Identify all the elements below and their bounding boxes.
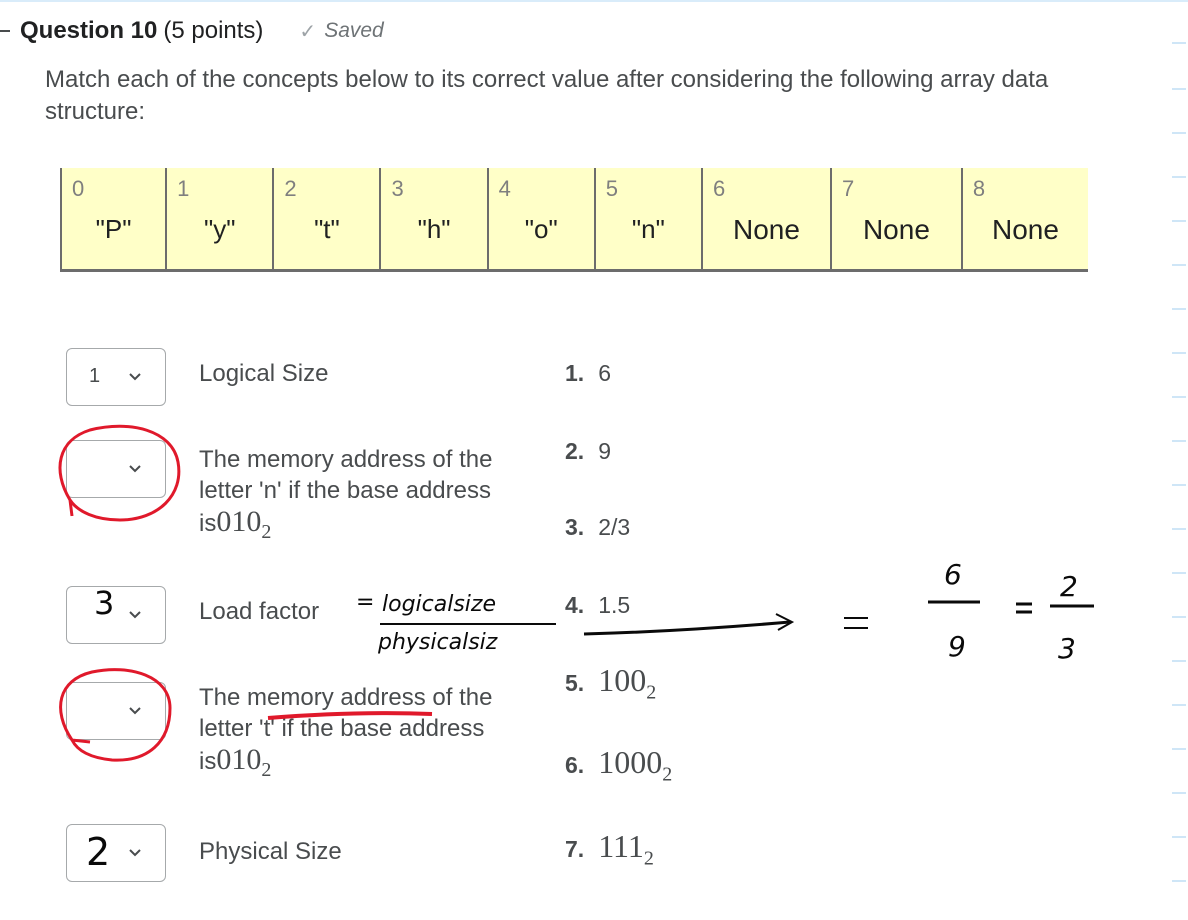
array-index: 5: [605, 176, 619, 201]
answer-value: 6: [598, 360, 611, 386]
answer-num: 1.: [565, 360, 585, 386]
answer-value: $1000_2$: [598, 744, 673, 786]
array-index: 8: [972, 176, 986, 201]
concept-logical-size: Logical Size: [199, 360, 329, 387]
answer-option: [565, 828, 654, 870]
array-value: None: [862, 214, 930, 245]
chevron-down-icon: [127, 461, 143, 477]
concept-load-factor: Load factor: [199, 598, 320, 625]
question-header: [0, 16, 384, 46]
array-cell: [488, 168, 595, 271]
array-index: 4: [498, 176, 511, 201]
array-cell: [380, 168, 487, 271]
concept-text: The memory address of the letter 't' if the base address is: [199, 684, 493, 775]
handwritten-select-3: 3: [94, 584, 115, 622]
array-index: 0: [72, 176, 85, 201]
handwritten-arrow-head: [776, 614, 792, 630]
handwritten-equals-2: [844, 618, 868, 628]
array-table: [60, 168, 1088, 272]
match-select-5[interactable]: [66, 824, 166, 882]
answer-num: 2.: [565, 438, 585, 464]
array-index: 1: [177, 176, 190, 201]
handwritten-equals: =: [356, 590, 375, 615]
answer-option: [565, 592, 630, 619]
answer-num: 4.: [565, 592, 585, 618]
answer-option: [565, 744, 672, 786]
answer-value: 9: [598, 438, 611, 464]
answer-num: 6.: [565, 752, 585, 778]
answer-option: [565, 360, 611, 387]
right-scroll-ruler: [1160, 0, 1188, 920]
select-value: 1: [89, 365, 101, 387]
handwritten-equals-3: [1016, 604, 1032, 612]
array-index: 2: [284, 176, 297, 201]
array-cell: [962, 168, 1088, 271]
answer-num: 7.: [565, 836, 585, 862]
answer-value: 1.5: [598, 592, 631, 618]
answer-value: 2/3: [598, 514, 631, 540]
check-icon: ✓: [299, 20, 317, 43]
handwritten-physical-size: physicalsiz: [378, 630, 498, 655]
top-border: [0, 0, 1188, 2]
array-value: "P": [95, 214, 132, 244]
handwritten-result-num: 2: [1060, 570, 1078, 603]
array-cell: [61, 168, 166, 271]
saved-status: [299, 19, 383, 44]
array-cell: [702, 168, 831, 271]
match-select-4[interactable]: [66, 682, 166, 740]
handwritten-select-5: 2: [86, 830, 111, 874]
answer-num: 5.: [565, 670, 585, 696]
handwritten-fraction-den: 9: [948, 630, 966, 663]
array-value: "n": [631, 214, 665, 244]
array-value: "h": [417, 214, 451, 244]
array-cell: [273, 168, 380, 271]
collapse-dash-icon[interactable]: [0, 30, 10, 32]
match-select-2[interactable]: [66, 440, 166, 498]
concept-address-t: [199, 682, 539, 786]
handwritten-result-den: 3: [1058, 632, 1076, 665]
concept-binary: $010_2$: [216, 743, 272, 781]
array-index: 7: [841, 176, 855, 201]
answer-value: $100_2$: [598, 662, 657, 704]
array-cell: [831, 168, 962, 271]
answer-option: [565, 438, 611, 465]
match-select-1[interactable]: [66, 348, 166, 406]
answer-value: $111_2$: [598, 828, 654, 870]
handwritten-logical-size: logicalsize: [382, 592, 496, 617]
array-cell: [166, 168, 273, 271]
saved-label: Saved: [324, 19, 384, 42]
array-value: None: [732, 214, 800, 245]
chevron-down-icon: [127, 607, 143, 623]
question-prompt: Match each of the concepts below to its correct value after considering the following array data structure:: [45, 66, 1049, 125]
array-cell: [595, 168, 702, 271]
question-title: Question 10: [20, 17, 158, 44]
chevron-down-icon: [127, 845, 143, 861]
chevron-down-icon: [127, 369, 143, 385]
concept-binary: $010_2$: [216, 505, 272, 543]
array-value: "o": [524, 214, 558, 244]
answer-option: [565, 514, 630, 541]
array-value: "t": [314, 214, 340, 244]
concept-address-n: [199, 444, 539, 548]
answer-num: 3.: [565, 514, 585, 540]
array-index: 3: [391, 176, 404, 201]
array-value: None: [991, 214, 1059, 245]
concept-physical-size: Physical Size: [199, 838, 342, 865]
match-select-3[interactable]: [66, 586, 166, 644]
question-points: (5 points): [163, 17, 264, 44]
concept-text: The memory address of the letter 'n' if the base address is: [199, 446, 493, 537]
answer-option: [565, 662, 656, 704]
array-value: "y": [204, 214, 236, 244]
array-index: 6: [712, 176, 726, 201]
chevron-down-icon: [127, 703, 143, 719]
handwritten-arrow-line: [584, 622, 790, 634]
handwritten-fraction-num: 6: [944, 558, 962, 591]
